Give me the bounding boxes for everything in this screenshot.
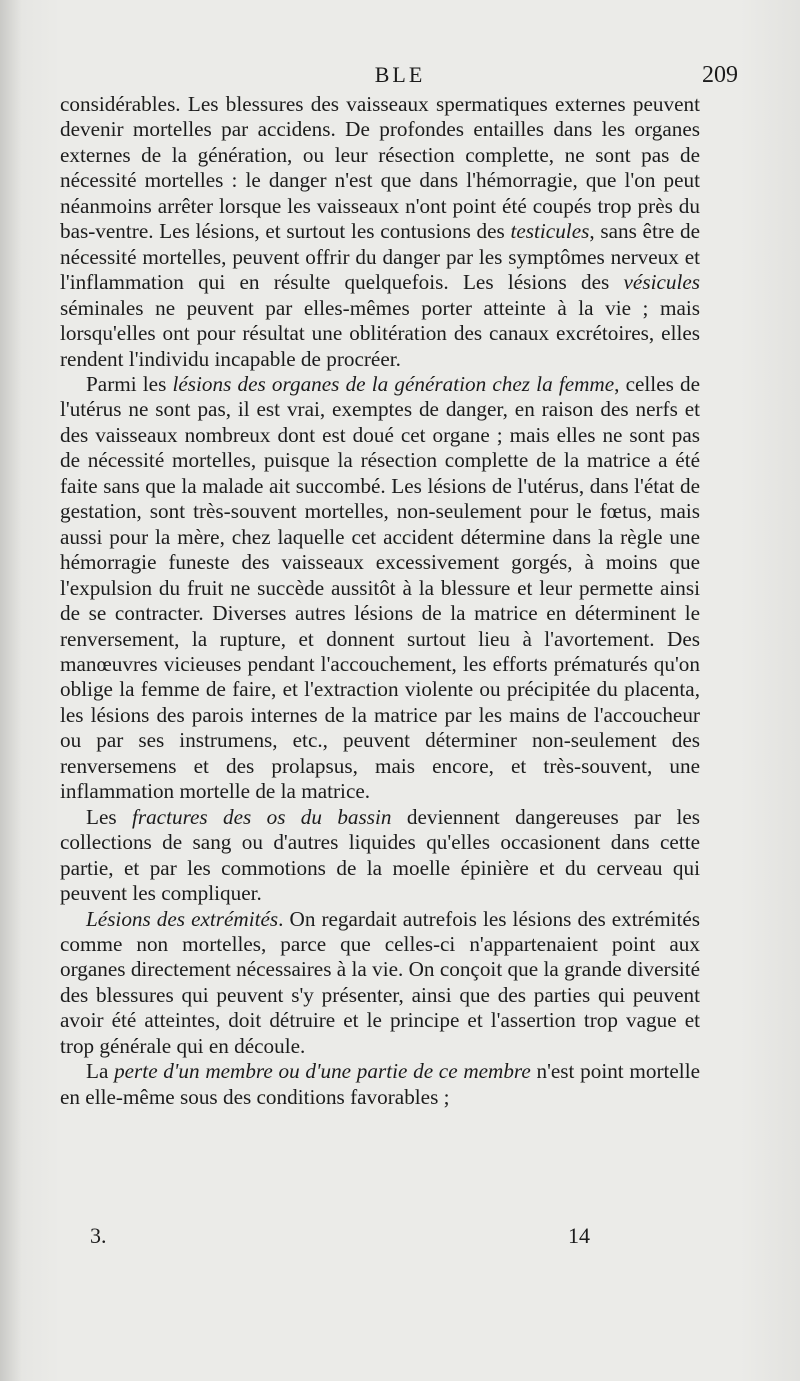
paragraph-genitals-female: [60, 372, 700, 805]
paragraph-limb-loss: [60, 1059, 700, 1110]
page-footer: [90, 1223, 590, 1253]
body-text: [60, 92, 700, 1110]
paragraph-text: , sans être de nécessité mortelles, peuvent offrir du danger par les symptômes nerveux et l'inflammation qui en résulte quelquefois. Les lésions des: [60, 219, 700, 295]
paragraph-text: séminales ne peuvent par elles-mêmes porter atteinte à la vie ; mais lorsqu'elles ont pour résultat une oblitération des canaux excrétoires, elles rendent l'individu incapable de procréer.: [60, 295, 700, 371]
paragraph-text: , celles de l'utérus ne sont pas, il est vrai, exemptes de danger, en raison des nerfs et des vaisseaux nombreux dont est doué cet organe ; mais elles ne sont pas de nécessité mortelles, puisque la résection complette de la matrice a été faite sans que la malade ait succombé. Les lésions de l'utérus, dans l'état de gestation, sont très-souvent mortelles, non-seulement pour le fœtus, mais aussi pour la mère, chez laquelle cet accident détermine dans la règle une hémorragie funeste des vaisseaux excessivement gorgés, à moins que l'expulsion du fruit ne succède aussitôt à la blessure et leur permette ainsi de se contracter. Diverses autres lésions de la matrice en déterminent le renversement, la rupture, et donnent surtout lieu à l'avortement. Des manœuvres vicieuses pendant l'accouchement, les efforts prématurés qu'on oblige la femme de faire, et l'extraction violente ou précipitée du placenta, les lésions des parois internes de la matrice par les mains de l'accoucheur ou par ses instrumens, etc., peuvent déterminer non-seulement des renversemens et des prolapsus, mais encore, et très-souvent, une inflammation mortelle de la matrice.: [60, 371, 701, 804]
paragraph-genitals-male: [60, 92, 700, 372]
page-number: 209: [702, 62, 738, 88]
page-header: [62, 62, 738, 92]
italic-term: lésions des organes de la génération chez la femme: [172, 371, 615, 396]
italic-term: perte d'un membre ou d'une partie de ce membre: [114, 1059, 531, 1084]
italic-term: Lésions des extrémités: [86, 906, 279, 931]
paragraph-text: deviennent dangereuses par les collections de sang ou d'autres liquides qu'elles occasionent dans cette partie, et par les commotions de la moelle épinière et du cerveau qui peuvent les compliquer.: [60, 804, 700, 906]
paragraph-text: considérables. Les blessures des vaisseaux spermatiques externes peuvent devenir mortelles par accidens. De profondes entailles dans les organes externes de la génération, ou leur résection complette, ne sont pas de nécessité mortelles : le danger n'est que dans l'hémorragie, que l'on peut néanmoins arrêter lorsque les vaisseaux n'ont point été coupés trop près du bas-ventre. Les lésions, et surtout les contusions des: [60, 92, 700, 244]
italic-term: testicules: [510, 219, 590, 244]
paragraph-text: n'est point mortelle en elle-même sous des conditions favorables ;: [60, 1059, 700, 1109]
italic-term: fractures des os du bassin: [131, 804, 392, 829]
paragraph-text: La: [86, 1059, 115, 1084]
paragraph-text: Les: [86, 804, 132, 829]
paragraph-pelvis: [60, 805, 700, 907]
running-head: BLE: [374, 62, 426, 87]
italic-term: vésicules: [623, 270, 700, 295]
signature-mark: 3.: [90, 1223, 107, 1248]
paragraph-text: Parmi les: [86, 371, 173, 396]
paragraph-extremities: [60, 907, 700, 1060]
paragraph-text: . On regardait autrefois les lésions des extrémités comme non mortelles, parce que celles-ci n'appartenaient point aux organes directement nécessaires à la vie. On conçoit que la grande diversité des blessures qui peuvent s'y présenter, ainsi que des parties qui peuvent avoir été atteintes, doit détruire et le principe et l'assertion trop vague et trop générale qui en découle.: [60, 906, 700, 1058]
sheet-number: 14: [568, 1223, 590, 1248]
